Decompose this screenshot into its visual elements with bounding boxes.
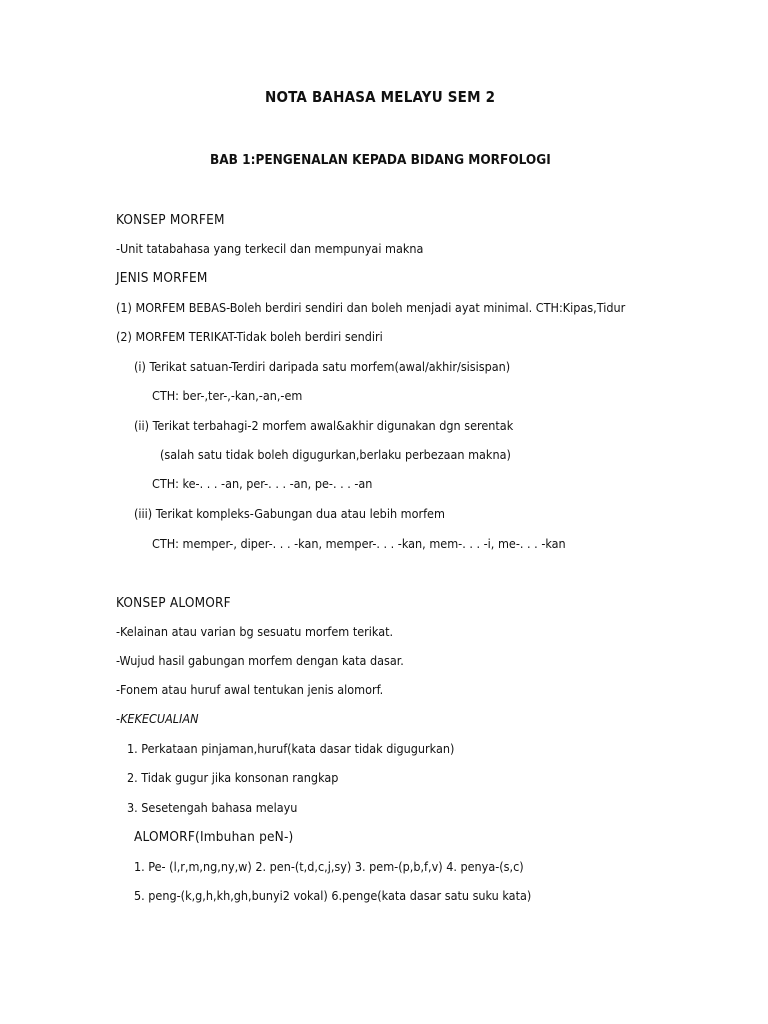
- morfem-bebas: (1) MORFEM BEBAS-Boleh berdiri sendiri dan boleh menjadi ayat minimal. CTH:Kipas,Tidur: [116, 300, 626, 315]
- section-heading-jenis-morfem: JENIS MORFEM: [116, 270, 208, 286]
- chapter-heading: BAB 1:PENGENALAN KEPADA BIDANG MORFOLOGI: [210, 152, 551, 168]
- kecualian-label: KEKECUALIAN: [120, 711, 199, 726]
- alomorf-pen-row-1: 1. Pe- (l,r,m,ng,ny,w) 2. pen-(t,d,c,j,sy) 3. pem-(p,b,f,v) 4. penya-(s,c): [134, 859, 524, 874]
- alomorf-line-3: -Fonem atau huruf awal tentukan jenis alomorf.: [116, 682, 384, 697]
- alomorf-line-2: -Wujud hasil gabungan morfem dengan kata dasar.: [116, 653, 404, 668]
- morfem-terikat: (2) MORFEM TERIKAT-Tidak boleh berdiri sendiri: [116, 329, 383, 344]
- kecualian-item-3: 3. Sesetengah bahasa melayu: [127, 800, 298, 815]
- kecualian-item-2: 2. Tidak gugur jika konsonan rangkap: [127, 770, 339, 785]
- document-title: NOTA BAHASA MELAYU SEM 2: [265, 88, 496, 106]
- section-heading-alomorf-pen: ALOMORF(Imbuhan peN-): [134, 829, 294, 845]
- kecualian-dash: -: [116, 711, 121, 726]
- terikat-satuan: (i) Terikat satuan-Terdiri daripada satu morfem(awal/akhir/sisispan): [134, 359, 511, 374]
- terikat-terbahagi: (ii) Terikat terbahagi-2 morfem awal&akhir digunakan dgn serentak: [134, 418, 514, 433]
- morfem-definition: -Unit tatabahasa yang terkecil dan mempunyai makna: [116, 241, 424, 256]
- section-heading-konsep-alomorf: KONSEP ALOMORF: [116, 595, 231, 611]
- terikat-terbahagi-example: CTH: ke-. . . -an, per-. . . -an, pe-. . . -an: [152, 476, 373, 491]
- terikat-kompleks: (iii) Terikat kompleks-Gabungan dua atau lebih morfem: [134, 506, 445, 521]
- kecualian-item-1: 1. Perkataan pinjaman,huruf(kata dasar tidak digugurkan): [127, 741, 455, 756]
- terikat-kompleks-example: CTH: memper-, diper-. . . -kan, memper-. . . -kan, mem-. . . -i, me-. . . -kan: [152, 536, 566, 551]
- terikat-satuan-example: CTH: ber-,ter-,-kan,-an,-em: [152, 388, 303, 403]
- terikat-terbahagi-note: (salah satu tidak boleh digugurkan,berlaku perbezaan makna): [160, 447, 511, 462]
- alomorf-line-1: -Kelainan atau varian bg sesuatu morfem terikat.: [116, 624, 394, 639]
- alomorf-pen-row-2: 5. peng-(k,g,h,kh,gh,bunyi2 vokal) 6.penge(kata dasar satu suku kata): [134, 888, 532, 903]
- kecualian-heading: [116, 711, 198, 727]
- section-heading-konsep-morfem: KONSEP MORFEM: [116, 212, 225, 228]
